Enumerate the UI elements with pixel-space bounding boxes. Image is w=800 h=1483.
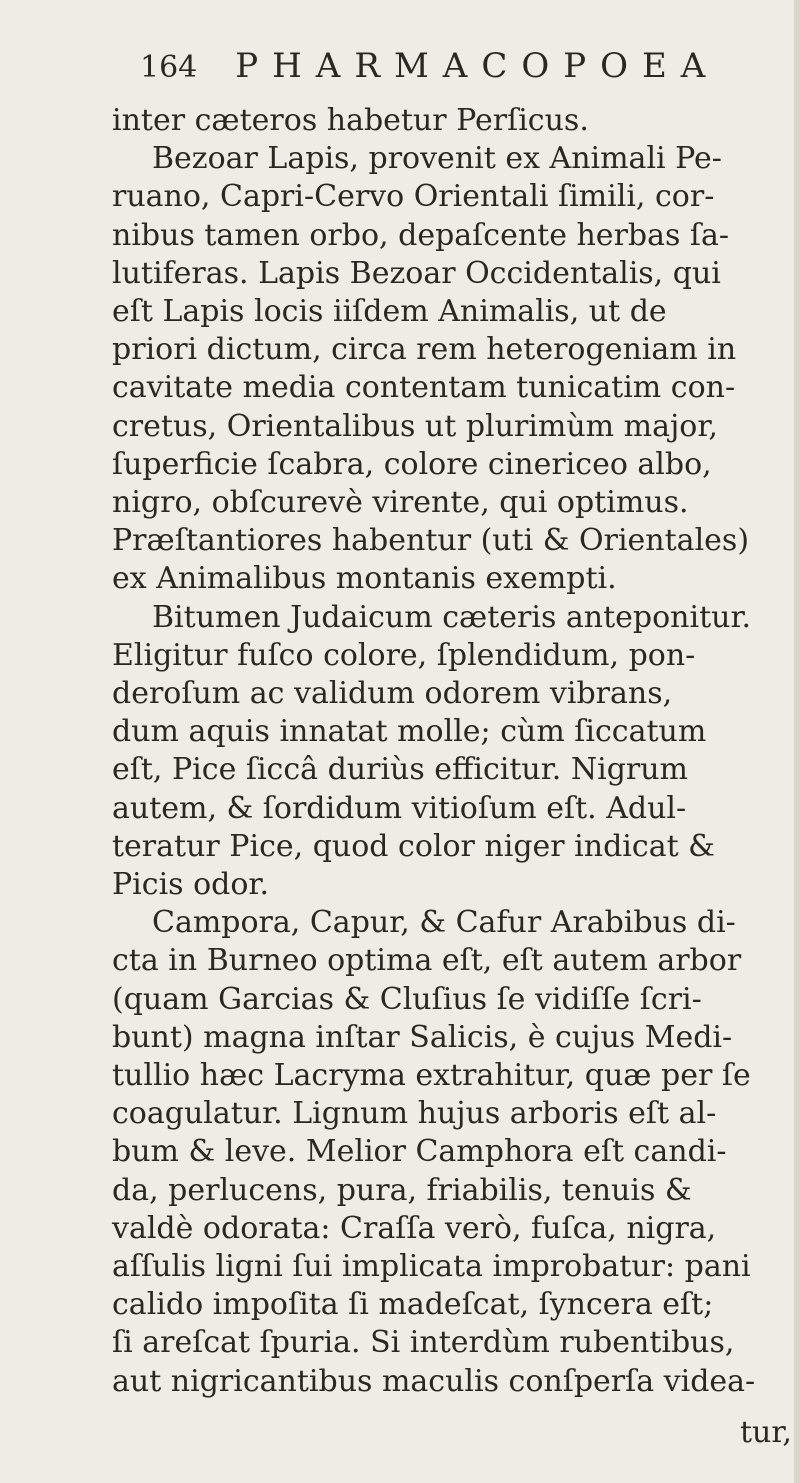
running-title: PHARMACOPOEA [235,46,720,86]
page-header [140,46,719,86]
text-line: Picis odor. [112,867,270,902]
text-line: ex Animalibus montanis exempti. [112,561,617,597]
page-number: 164 [140,50,198,85]
text-line: Campora, Capur, & Cafur Arabibus di- [152,905,736,941]
text-line: ſuperficie ſcabra, colore cinericeo albo, [112,446,712,482]
text-line: deroſum ac validum odorem vibrans, [112,676,673,711]
text-line: bum & leve. Melior Camphora eſt candi- [112,1134,727,1170]
text-line: priori dictum, circa rem heterogeniam in [112,332,737,368]
text-line: da, perlucens, pura, friabilis, tenuis & [112,1172,692,1208]
catchword: tur, [740,1415,792,1450]
text-line: cavitate media contentam tunicatim con- [112,370,736,406]
text-line: nigro, obſcurevè virente, qui optimus. [112,485,689,520]
text-line: teratur Pice, quod color niger indicat & [112,828,715,864]
text-line: Bezoar Lapis, provenit ex Animali Pe- [152,141,722,177]
text-line: dum aquis innatat molle; cùm ſiccatum [112,714,707,750]
text-line: Bitumen Judaicum cæteris anteponitur. [152,599,752,635]
text-line: ruano, Capri-Cervo Orientali ſimili, cor- [112,179,715,215]
text-line: aut nigricantibus maculis conſperſa videa- [112,1363,756,1399]
text-line: calido impoſita ſi madeſcat, ſyncera eſt; [112,1287,714,1323]
text-line: aſſulis ligni ſui implicata improbatur: pani [112,1249,751,1284]
text-line: Præſtantiores habentur (uti & Orientales) [112,523,750,559]
text-line: (quam Garcias & Cluſius ſe vidiſſe ſcri- [112,981,702,1017]
text-line: nibus tamen orbo, depaſcente herbas ſa- [112,217,730,253]
text-line: tullio hæc Lacryma extrahitur, quæ per ſe [112,1058,751,1093]
text-line: lutiferas. Lapis Bezoar Occidentalis, qui [112,255,721,291]
text-line: autem, & ſordidum vitioſum eſt. Adul- [112,790,687,826]
text-line: cretus, Orientalibus ut plurimùm major, [112,408,718,444]
text-line: eſt, Pice ſiccâ duriùs efficitur. Nigrum [112,752,689,788]
text-line: coagulatur. Lignum hujus arboris eſt al- [112,1096,717,1132]
text-line: bunt) magna inſtar Salicis, è cujus Medi- [112,1019,733,1055]
text-line: eſt Lapis locis iiſdem Animalis, ut de [112,294,667,329]
page-edge [794,0,800,1483]
text-line: Eligitur fuſco colore, ſplendidum, pon- [112,637,696,673]
text-line: valdè odorata: Craſſa verò, fuſca, nigra, [112,1210,717,1246]
text-line: cta in Burneo optima eſt, eſt autem arbor [112,943,742,979]
text-line: ſi areſcat ſpuria. Si interdùm rubentibus, [112,1325,735,1361]
text-line: inter cæteros habetur Perſicus. [112,103,589,138]
